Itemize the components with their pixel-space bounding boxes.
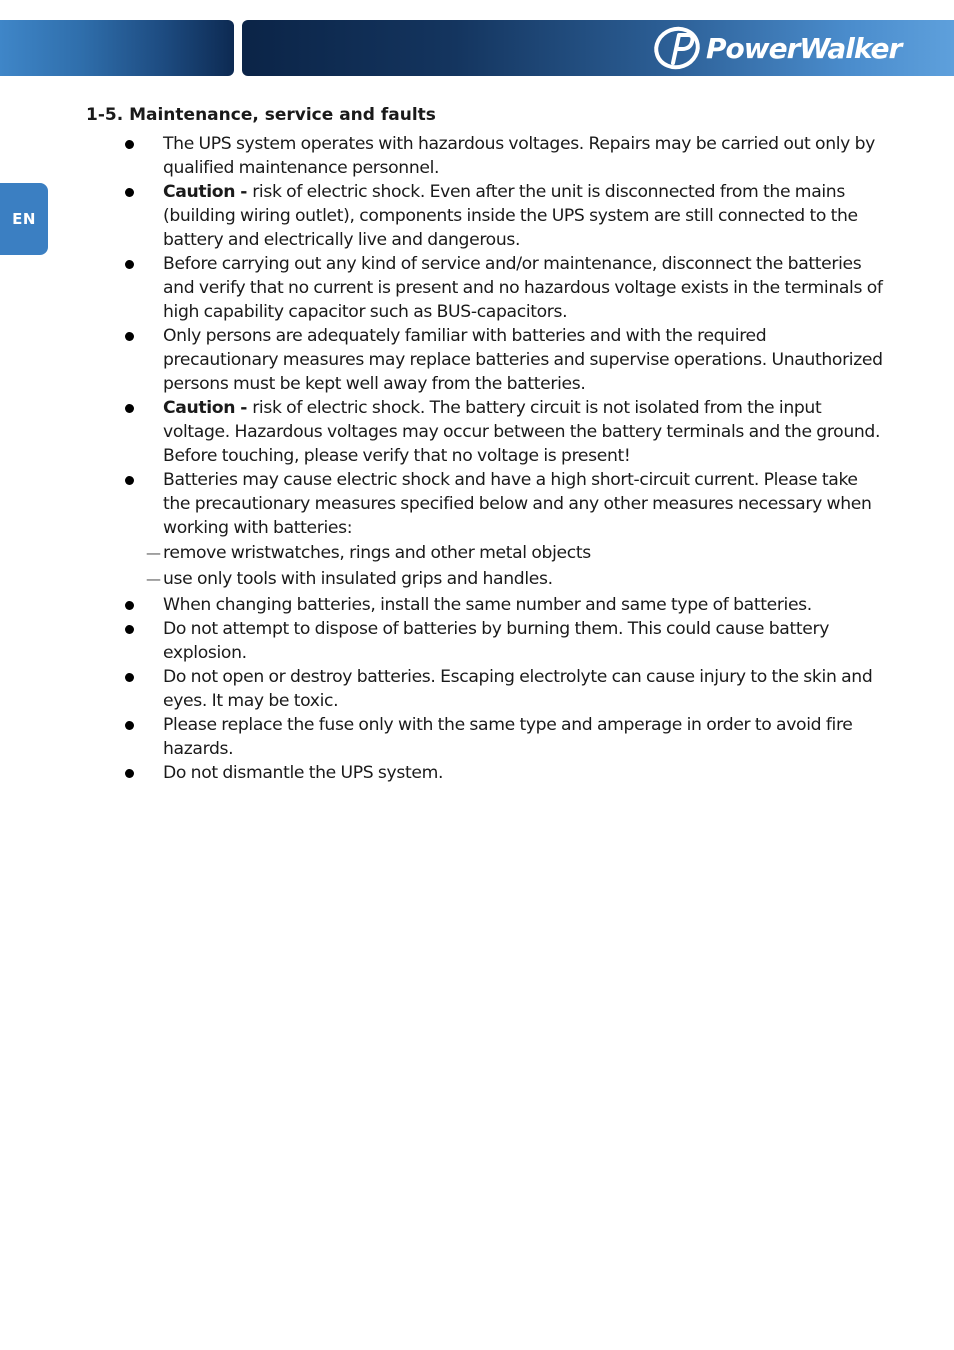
list-item [86,593,886,617]
document-content [86,103,886,785]
list-item [86,468,886,540]
item-text: Only persons are adequately familiar with batteries and with the required precautionary measures may replace batteries and supervise operations. Unauthorized persons must be kept well away from the batteries. [163,326,883,394]
item-prefix: Caution - [163,182,253,202]
item-prefix: Caution - [163,398,253,418]
bullet-icon [125,673,134,682]
bullet-icon [125,601,134,610]
header-bar-left [0,20,234,76]
powerwalker-logo-icon [652,23,702,73]
section-title: 1-5. Maintenance, service and faults [86,105,436,125]
bullet-icon [125,625,134,634]
item-text: Batteries may cause electric shock and have a high short-circuit current. Please take the precautionary measures specified below and any other measures necessary when working with batteries: [163,470,872,538]
bullet-icon [125,769,134,778]
sub-list-item [86,567,886,592]
bullet-icon [125,404,134,413]
list-item [86,713,886,761]
dash-icon: — [146,570,161,588]
brand-logo [652,22,901,74]
list-item [86,132,886,180]
bullet-icon [125,140,134,149]
list-item [86,324,886,396]
list-item [86,665,886,713]
language-tab[interactable] [0,183,48,255]
bullet-icon [125,188,134,197]
list-item [86,396,886,468]
item-text: risk of electric shock. Even after the unit is disconnected from the mains (building wiring outlet), components inside the UPS system are still connected to the battery and electrically live and dangerous. [163,182,858,250]
item-text: Before carrying out any kind of service and/or maintenance, disconnect the batteries and verify that no current is present and no hazardous voltage exists in the terminals of high capability capacitor such as BUS-capacitors. [163,254,883,322]
sub-item-text: remove wristwatches, rings and other metal objects [163,543,591,563]
bullet-list [86,132,886,785]
list-item [86,617,886,665]
dash-icon: — [146,544,161,562]
bullet-icon [125,476,134,485]
list-item [86,180,886,252]
bullet-icon [125,721,134,730]
list-item [86,252,886,324]
bullet-icon [125,332,134,341]
item-text: Do not attempt to dispose of batteries by burning them. This could cause battery explosion. [163,619,830,663]
item-text: Please replace the fuse only with the same type and amperage in order to avoid fire hazards. [163,715,853,759]
item-text: Do not dismantle the UPS system. [163,763,444,783]
item-text: When changing batteries, install the same number and same type of batteries. [163,595,812,615]
language-tab-label: EN [12,210,36,228]
sub-list-item [86,541,886,566]
item-text: risk of electric shock. The battery circuit is not isolated from the input voltage. Hazardous voltages may occur between the battery terminals and the ground. Before touching, please verify that no voltage is present! [163,398,881,466]
list-item [86,761,886,785]
brand-name: PowerWalker [706,31,902,65]
item-text: The UPS system operates with hazardous voltages. Repairs may be carried out only by qualified maintenance personnel. [163,134,875,178]
item-text: Do not open or destroy batteries. Escaping electrolyte can cause injury to the skin and eyes. It may be toxic. [163,667,873,711]
sub-item-text: use only tools with insulated grips and handles. [163,569,553,589]
bullet-icon [125,260,134,269]
